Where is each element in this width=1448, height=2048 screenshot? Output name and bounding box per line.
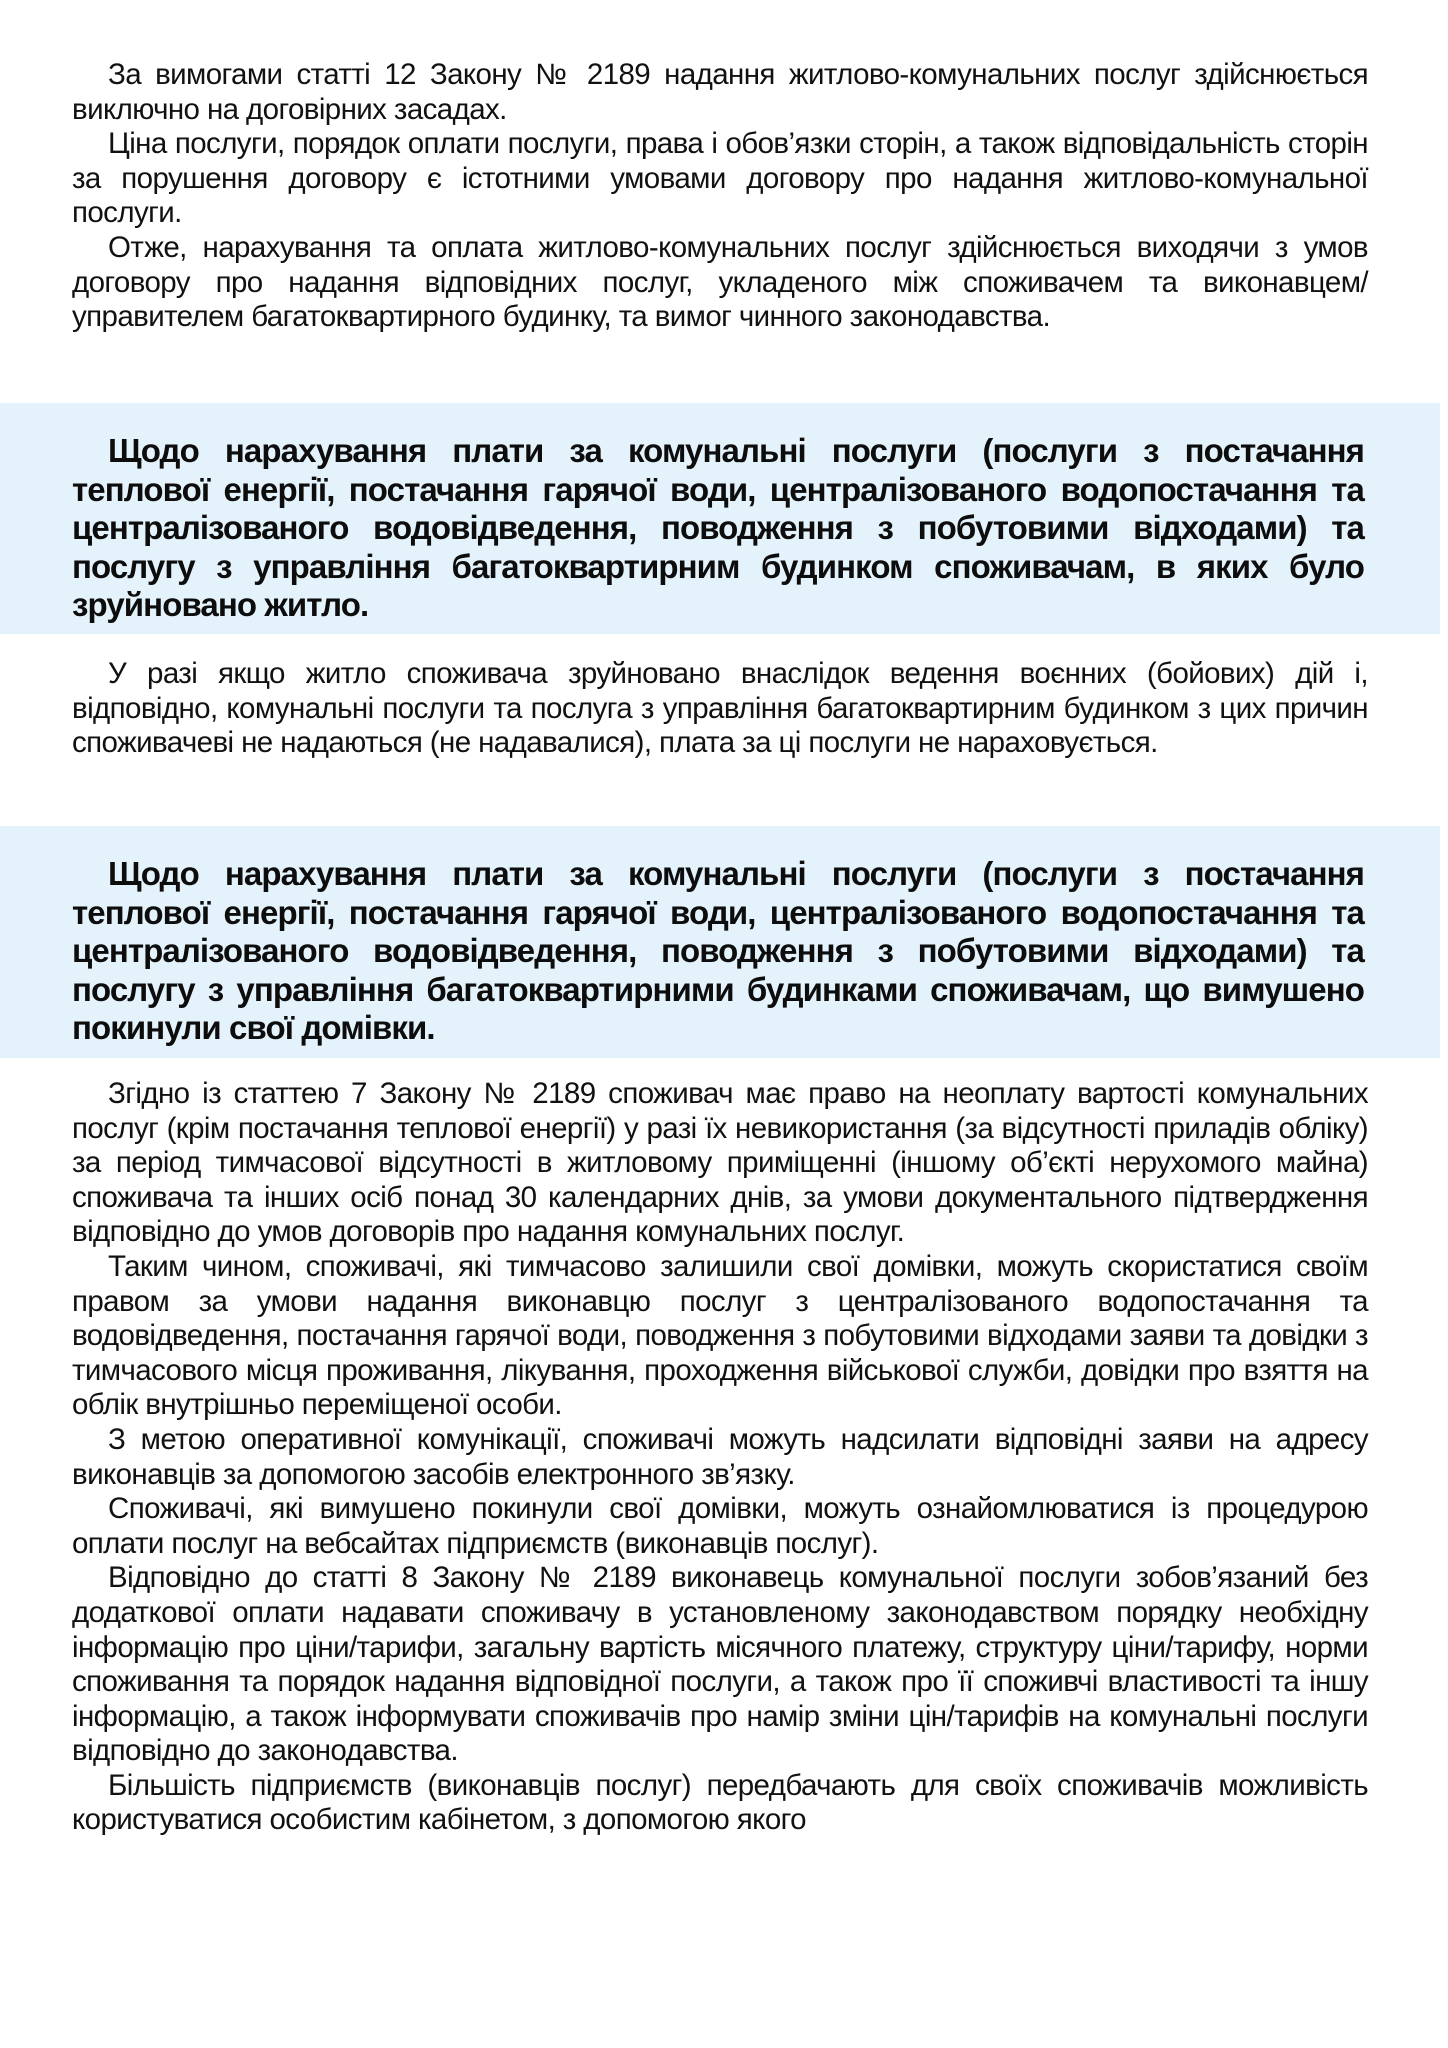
paragraph: Споживачі, які вимушено покинули свої домівки, можуть ознайомлюватися із процедурою оплати послуг на вебсайтах підприємств (виконавців послуг). [72, 1492, 1368, 1560]
vacated-homes-section [0, 1077, 1448, 1838]
paragraph: Ціна послуги, порядок оплати послуги, права і обов’язки сторін, а також відповідальність сторін за порушення договору є істотними умовами договору про надання житлово-комунальної послуги. [72, 127, 1368, 230]
destroyed-housing-section [0, 657, 1448, 761]
paragraph: За вимогами статті 12 Закону № 2189 надання житлово-комунальних послуг здійснюється виключно на договірних засадах. [72, 58, 1368, 126]
paragraph: Таким чином, споживачі, які тимчасово залишили свої домівки, можуть скористатися своїм правом за умови надання виконавцю послуг з централізованого водопостачання та водовідведення, постачання гарячої води, поводження з побутовими відходами заяви та довідки з тимчасового місця проживання, лікування, проходження військової служби, довідки про взяття на облік внутрішньо переміщеної особи. [72, 1249, 1368, 1422]
section-heading-vacated-homes [0, 826, 1440, 1058]
section-heading-destroyed-housing [0, 403, 1440, 634]
paragraph: З метою оперативної комунікації, споживачі можуть надсилати відповідні заяви на адресу виконавців за допомогою засобів електронного зв’язку. [72, 1422, 1368, 1491]
paragraph: У разі якщо житло споживача зруйновано внаслідок ведення воєнних (бойових) дій і, відповідно, комунальні послуги та послуга з управління багатоквартирним будинком з цих причин споживачеві не надаються (не надавалися), плата за ці послуги не нараховується. [72, 657, 1368, 760]
section-heading: Щодо нарахування плати за комунальні послуги (послуги з постачання теплової енергії, постачання гарячої води, централізованого водопостачання та централізованого водовідведення, поводження з побутовими відходами) та послугу з управління багатоквартирними будинками споживачам, що вимушено покинули свої домівки. [72, 855, 1364, 1046]
paragraph: Відповідно до статті 8 Закону № 2189 виконавець комунальної послуги зобов’язаний без додаткової оплати надавати споживачу в установленому законодавством порядку необхідну інформацію про ціни/тарифи, загальну вартість місячного платежу, структуру ціни/тарифу, норми споживання та порядок надання відповідної послуги, а також про її споживчі властивості та іншу інформацію, а також інформувати споживачів про намір зміни цін/тарифів на комунальні послуги відповідно до законодавства. [72, 1561, 1368, 1768]
paragraph: Більшість підприємств (виконавців послуг) передбачають для своїх споживачів можливість користуватися особистим кабінетом, з допомогою якого [72, 1768, 1368, 1837]
intro-section [0, 58, 1448, 335]
paragraph: Отже, нарахування та оплата житлово-комунальних послуг здійснюється виходячи з умов договору про надання відповідних послуг, укладеного між споживачем та виконавцем/управителем багатоквартирного будинку, та вимог чинного законодавства. [72, 230, 1368, 334]
section-heading: Щодо нарахування плати за комунальні послуги (послуги з постачання теплової енергії, постачання гарячої води, централізованого водопостачання та централізованого водовідведення, поводження з побутовими відходами) та послугу з управління багатоквартирним будинком споживачам, в яких було зруйновано житло. [72, 432, 1364, 623]
paragraph: Згідно із статтею 7 Закону № 2189 споживач має право на неоплату вартості комунальних послуг (крім постачання теплової енергії) у разі їх невикористання (за відсутності приладів обліку) за період тимчасової відсутності в житловому приміщенні (іншому об’єкті нерухомого майна) споживача та інших осіб понад 30 календарних днів, за умови документального підтвердження відповідно до умов договорів про надання комунальних послуг. [72, 1077, 1368, 1249]
